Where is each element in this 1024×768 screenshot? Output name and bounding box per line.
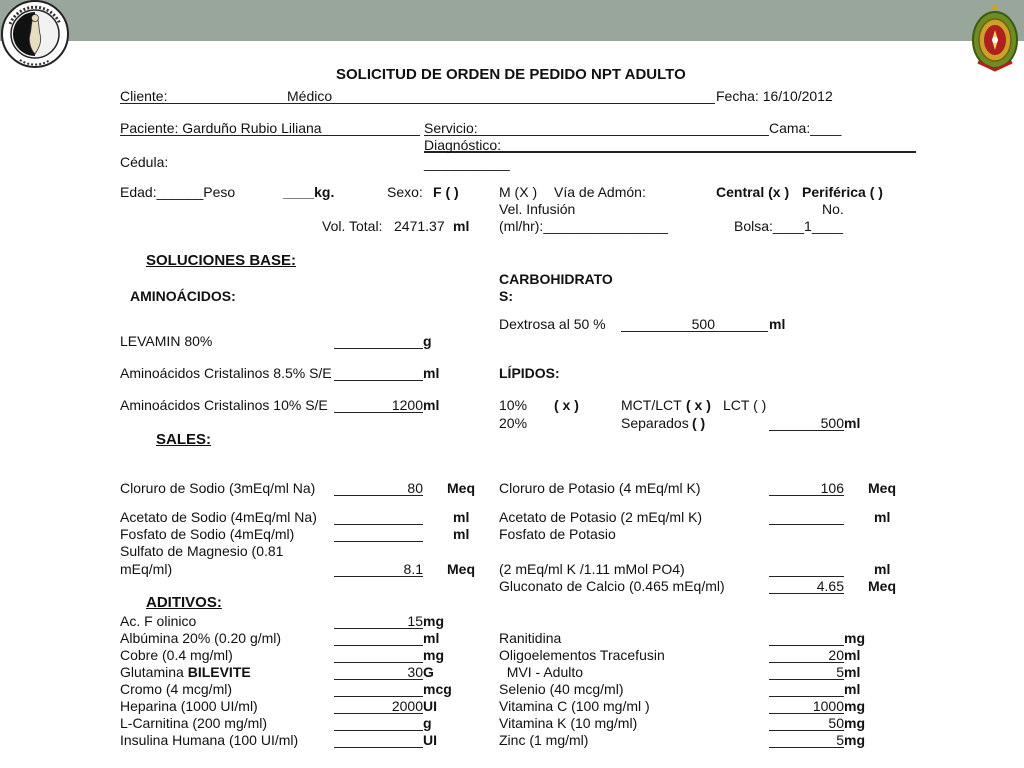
- sal-right-2-name: Fosfato de Potasio: [499, 526, 616, 542]
- adit-left-3-name-bold: BILEVITE: [187, 664, 251, 680]
- sal-left-0-unit: Meq: [447, 480, 475, 496]
- adit-left-6-value: [334, 715, 423, 731]
- sal-right-0-unit: Meq: [868, 480, 896, 496]
- adit-right-2-name: MVI - Adulto: [499, 664, 584, 680]
- adit-left-4-unit: mcg: [423, 681, 452, 697]
- adit-right-6-unit: mg: [844, 732, 865, 748]
- adit-right-4-value: 1000: [769, 698, 844, 714]
- lipidos-mct-mark: ( x ): [686, 397, 711, 413]
- sal-right-4-unit: Meq: [868, 578, 896, 594]
- adit-left-5-value: 2000: [334, 698, 423, 714]
- lipidos-10pct: 10%: [499, 397, 528, 413]
- dextrosa-line-end: [715, 316, 768, 332]
- adit-left-7-name: Insulina Humana (100 UI/ml): [120, 732, 299, 748]
- periferica-mark: Periférica ( ): [802, 184, 883, 200]
- aminoacidos-heading: AMINOÁCIDOS:: [130, 288, 236, 304]
- adit-right-1-unit: ml: [844, 647, 861, 663]
- sal-right-4-value: 4.65: [769, 578, 844, 594]
- diagnostico-label: Diagnóstico:: [424, 137, 916, 153]
- adit-left-5-unit: UI: [423, 698, 437, 714]
- lipidos-20pct: 20%: [499, 415, 528, 431]
- adit-left-3-value: 30: [334, 664, 423, 680]
- sal-right-0-value: 106: [769, 480, 844, 496]
- adit-right-0-name: Ranitidina: [499, 630, 562, 646]
- infusion-rate: (ml/hr):________________: [499, 218, 668, 234]
- adit-left-0-unit: mg: [423, 613, 444, 629]
- dextrosa-name: Dextrosa al 50 %: [499, 316, 606, 332]
- adit-right-5-unit: mg: [844, 715, 865, 731]
- sexo-label: Sexo:: [387, 184, 423, 200]
- cliente-label: Cliente:: [120, 88, 715, 104]
- lipidos-heading: LÍPIDOS:: [499, 365, 560, 381]
- sal-left-3-name: Sulfato de Magnesio (0.81: [120, 543, 284, 559]
- vol-total-label: Vol. Total:: [322, 218, 383, 234]
- amino-row-1-unit: ml: [423, 365, 440, 381]
- lipidos-10pct-mark: ( x ): [554, 397, 579, 413]
- sal-right-1-unit: ml: [874, 509, 891, 525]
- sal-right-1-name: Acetato de Potasio (2 mEq/ml K): [499, 509, 703, 525]
- sal-right-3-unit: ml: [874, 561, 891, 577]
- adit-right-5-name: Vitamina K (10 mg/ml): [499, 715, 638, 731]
- adit-left-0-name: Ac. F olinico: [120, 613, 197, 629]
- adit-right-1-value: 20: [769, 647, 844, 663]
- adit-left-1-value: [334, 630, 423, 646]
- adit-right-2-value: 5: [769, 664, 844, 680]
- amino-row-2-value: 1200: [334, 397, 423, 413]
- adit-right-0-unit: mg: [844, 630, 865, 646]
- sal-left-1-name: Acetato de Sodio (4mEq/ml Na): [120, 509, 317, 525]
- adit-left-3-name: [120, 664, 251, 680]
- adit-right-6-value: 5: [769, 732, 844, 748]
- adit-left-4-name: Cromo (4 mcg/ml): [120, 681, 233, 697]
- lipidos-unit: ml: [844, 415, 861, 431]
- sal-left-1-value: [334, 509, 423, 525]
- sal-right-3-name: (2 mEq/ml K /1.11 mMol PO4): [499, 561, 685, 577]
- academia-seal-logo: [0, 0, 72, 72]
- sexo-f: F ( ): [433, 184, 459, 200]
- sal-left-2-unit: ml: [453, 526, 470, 542]
- adit-left-1-unit: ml: [423, 630, 440, 646]
- sal-left-3-unit: Meq: [447, 561, 475, 577]
- amino-row-1-value: [334, 365, 423, 381]
- adit-left-0-value: 15: [334, 613, 423, 629]
- dextrosa-value: 500: [621, 316, 715, 332]
- fecha: Fecha: 16/10/2012: [716, 88, 833, 104]
- adit-right-3-value: [769, 681, 844, 697]
- vol-total-value: 2471.37: [394, 218, 445, 234]
- lipidos-separados-mark: ( ): [692, 415, 706, 431]
- adit-left-7-value: [334, 732, 423, 748]
- adit-right-4-name: Vitamina C (100 mg/ml ): [499, 698, 650, 714]
- sal-right-0-name: Cloruro de Potasio (4 mEq/ml K): [499, 480, 701, 496]
- adit-right-0-value: [769, 630, 844, 646]
- adit-right-6-name: Zinc (1 mg/ml): [499, 732, 589, 748]
- form-title: SOLICITUD DE ORDEN DE PEDIDO NPT ADULTO: [336, 66, 686, 83]
- sal-left-3-value: 8.1: [334, 561, 423, 577]
- sal-right-4-name: Gluconato de Calcio (0.465 mEq/ml): [499, 578, 725, 594]
- vol-total-unit: ml: [453, 218, 470, 234]
- soluciones-base-heading: SOLUCIONES BASE:: [146, 252, 297, 269]
- diagnostico-extra-line: ___________: [424, 155, 510, 171]
- aditivos-heading: ADITIVOS:: [146, 594, 222, 611]
- edad-peso: Edad:______Peso: [120, 184, 236, 200]
- adit-right-5-value: 50: [769, 715, 844, 731]
- adit-left-6-unit: g: [423, 715, 432, 731]
- paciente: Paciente: Garduño Rubio Liliana: [120, 120, 420, 136]
- adit-left-2-unit: mg: [423, 647, 444, 663]
- sal-right-1-value: [769, 509, 844, 525]
- carbohidratos-heading-2: S:: [499, 288, 513, 304]
- adit-left-5-name: Heparina (1000 UI/ml): [120, 698, 258, 714]
- amino-row-2-unit: ml: [423, 397, 440, 413]
- adit-right-2-unit: ml: [844, 664, 861, 680]
- servicio-label: Servicio:: [424, 120, 769, 136]
- adit-left-3-unit: G: [423, 664, 434, 680]
- carbohidratos-heading: CARBOHIDRATO: [499, 271, 613, 287]
- adit-right-1-name: Oligoelementos Tracefusin: [499, 647, 665, 663]
- amino-row-1-name: Aminoácidos Cristalinos 8.5% S/E: [120, 365, 332, 381]
- lipidos-value: 500: [769, 415, 844, 431]
- central-mark: Central (x ): [716, 184, 790, 200]
- adit-left-3-name-text: Glutamina: [120, 664, 184, 680]
- adit-right-3-unit: ml: [844, 681, 861, 697]
- adit-left-6-name: L-Carnitina (200 mg/ml): [120, 715, 268, 731]
- sal-left-0-name: Cloruro de Sodio (3mEq/ml Na): [120, 480, 316, 496]
- amino-row-0-name: LEVAMIN 80%: [120, 333, 213, 349]
- adit-left-2-name: Cobre (0.4 mg/ml): [120, 647, 233, 663]
- lipidos-mct-label: MCT/LCT: [621, 397, 682, 413]
- sal-left-3-name2: mEq/ml): [120, 561, 173, 577]
- via-label: Vía de Admón:: [554, 184, 646, 200]
- cedula-label: Cédula:: [120, 154, 169, 170]
- sal-left-2-value: [334, 526, 423, 542]
- adit-left-7-unit: UI: [423, 732, 437, 748]
- sal-left-1-unit: ml: [453, 509, 470, 525]
- vel-infusion: Vel. Infusión: [499, 201, 576, 217]
- lipidos-lct: LCT ( ): [723, 397, 767, 413]
- bolsa: Bolsa:____1____: [734, 218, 843, 234]
- crest-logo: [968, 0, 1022, 72]
- sales-heading: SALES:: [156, 431, 212, 448]
- adit-right-3-name: Selenio (40 mcg/ml): [499, 681, 624, 697]
- peso-unit: ____kg.: [283, 184, 335, 200]
- lipidos-separados: Separados: [621, 415, 689, 431]
- adit-left-1-name: Albúmina 20% (0.20 g/ml): [120, 630, 282, 646]
- dextrosa-unit: ml: [769, 316, 786, 332]
- amino-row-2-name: Aminoácidos Cristalinos 10% S/E: [120, 397, 328, 413]
- adit-left-2-value: [334, 647, 423, 663]
- cliente-value: Médico: [287, 88, 333, 104]
- no-label: No.: [822, 201, 844, 217]
- amino-row-0-unit: g: [423, 333, 432, 349]
- cama-label: Cama:____: [769, 120, 842, 136]
- top-banner: [0, 0, 1024, 41]
- adit-right-4-unit: mg: [844, 698, 865, 714]
- amino-row-0-value: [334, 333, 423, 349]
- adit-left-4-value: [334, 681, 423, 697]
- sal-right-3-value: [769, 561, 844, 577]
- sal-left-2-name: Fosfato de Sodio (4mEq/ml): [120, 526, 295, 542]
- sexo-m: M (X ): [499, 184, 538, 200]
- sal-left-0-value: 80: [334, 480, 423, 496]
